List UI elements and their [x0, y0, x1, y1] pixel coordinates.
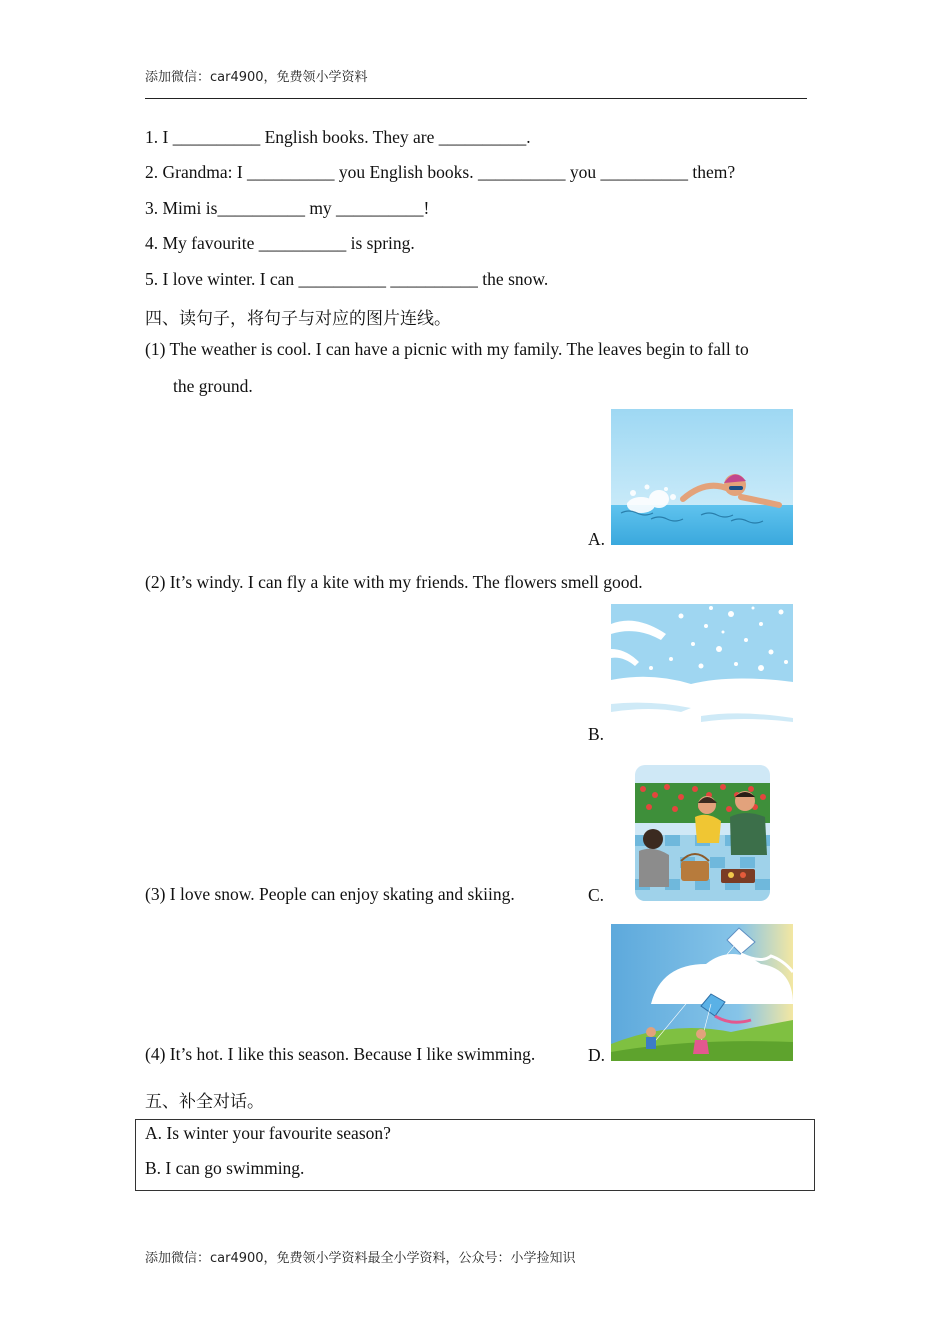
sentence-3: (3) I love snow. People can enjoy skating and skiing. [145, 884, 515, 904]
option-a-label: A. [588, 529, 606, 549]
fill-blank-1: 1. I __________ English books. They are __________. [145, 127, 531, 147]
family-picnic-picture [635, 765, 770, 901]
fill-blank-2: 2. Grandma: I __________ you English books. __________ you __________ them? [145, 162, 736, 182]
fill-blank-5: 5. I love winter. I can __________ __________ the snow. [145, 269, 549, 289]
kite-flying-picture [611, 924, 793, 1061]
fill-blank-3: 3. Mimi is__________ my __________! [145, 198, 430, 218]
sentence-1-line1: (1) The weather is cool. I can have a picnic with my family. The leaves begin to fall to [145, 339, 749, 359]
header-divider [145, 98, 807, 99]
header-note: 添加微信：car4900，免费领小学资料 [145, 70, 368, 85]
sentence-1-line2: the ground. [173, 376, 253, 396]
sentence-4: (4) It’s hot. I like this season. Because I like swimming. [145, 1044, 536, 1064]
section5-title: 五、补全对话。 [145, 1092, 264, 1112]
option-c-label: C. [588, 885, 605, 905]
sentence-2: (2) It’s windy. I can fly a kite with my friends. The flowers smell good. [145, 572, 643, 592]
swimmer-picture [611, 409, 793, 545]
fill-blank-4: 4. My favourite __________ is spring. [145, 233, 415, 253]
section4-title: 四、读句子，将句子与对应的图片连线。 [145, 309, 451, 329]
dialogue-option-a: A. Is winter your favourite season? [145, 1123, 391, 1143]
dialogue-option-b: B. I can go swimming. [145, 1158, 305, 1178]
option-d-label: D. [588, 1045, 606, 1065]
option-b-label: B. [588, 724, 605, 744]
snow-picture [611, 604, 793, 740]
footer-note: 添加微信：car4900，免费领小学资料最全小学资料，公众号：小学捡知识 [145, 1251, 576, 1266]
